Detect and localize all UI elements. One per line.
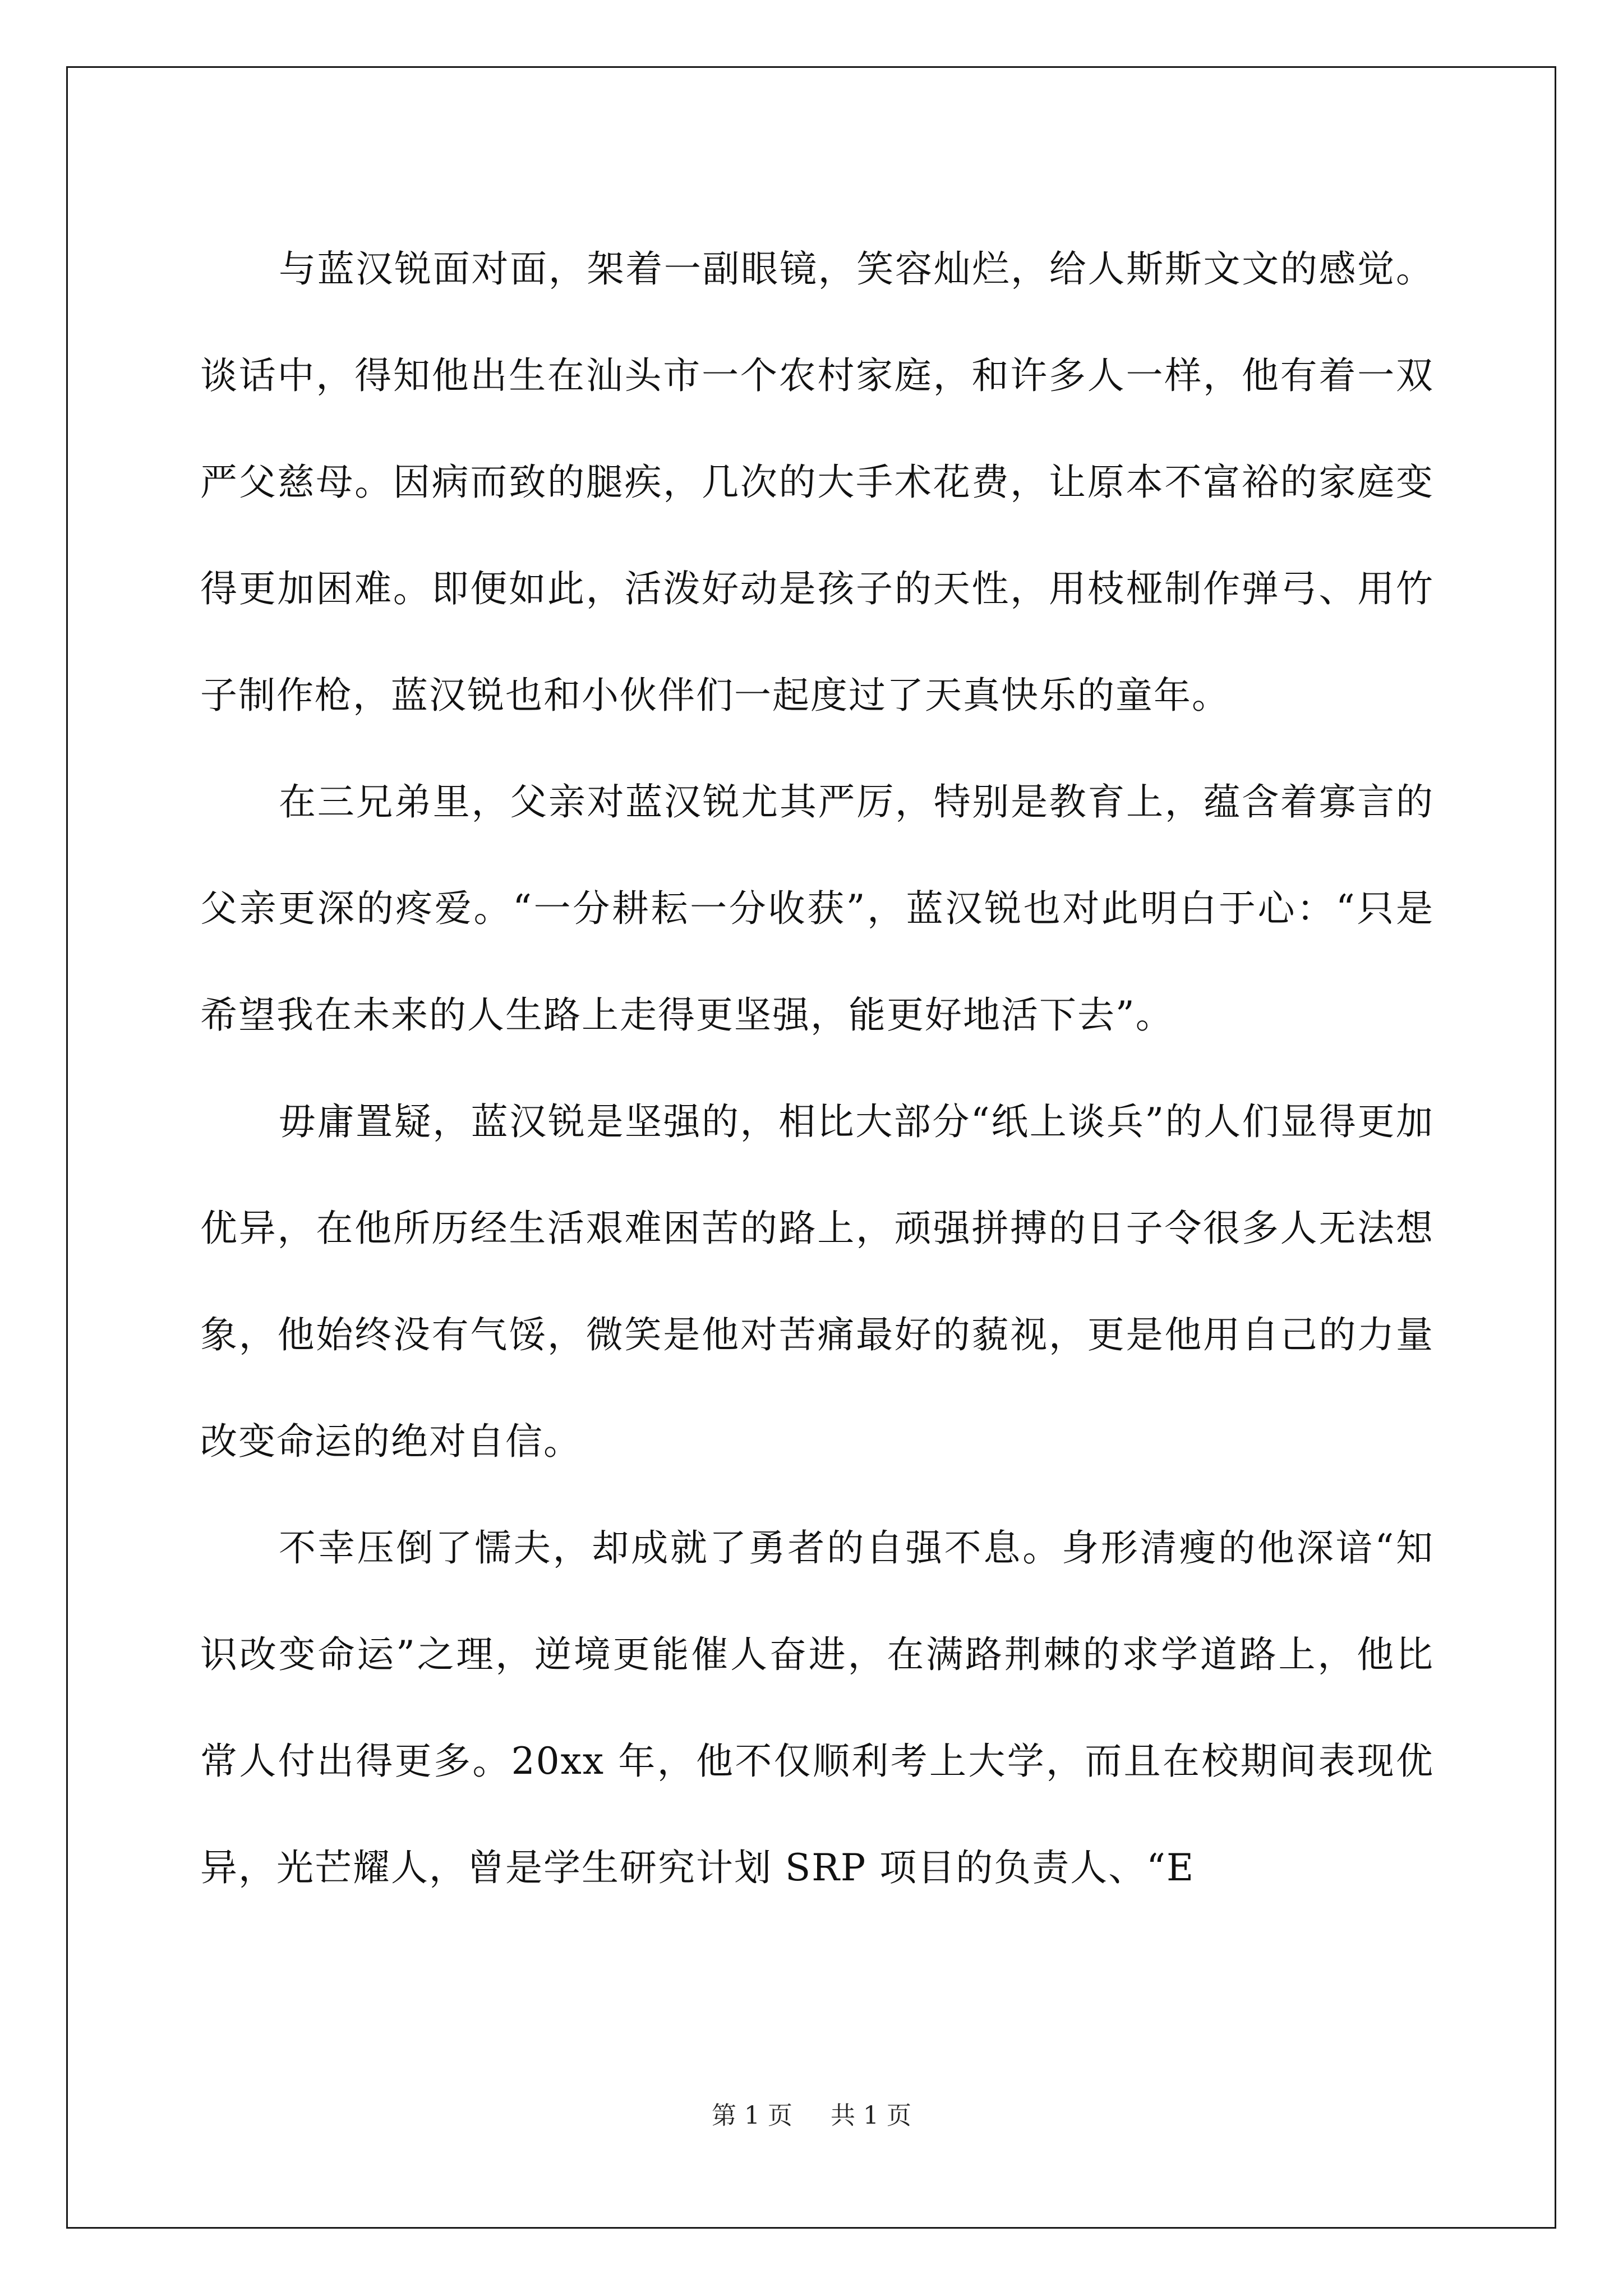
page-number: 第 1 页 bbox=[712, 2101, 792, 2130]
paragraph-3: 毋庸置疑，蓝汉锐是坚强的，相比大部分“纸上谈兵”的人们显得更加优异，在他所历经生活艰难困苦的路上，顽强拼搏的日子令很多人无法想象，他始终没有气馁，微笑是他对苦痛最好的藐视，更是他用自己的力量改变命运的绝对自信。 bbox=[200, 1100, 1434, 1463]
document-body bbox=[200, 216, 1434, 1921]
paragraph-4: 不幸压倒了懦夫，却成就了勇者的自强不息。身形清瘦的他深谙“知识改变命运”之理，逆境更能催人奋进，在满路荆棘的求学道路上，他比常人付出得更多。20xx 年，他不仅顺利考上大学，而且在校期间表现优异，光芒耀人，曾是学生研究计划 SRP 项目的负责人、“E bbox=[200, 1526, 1434, 1889]
page-footer bbox=[0, 2095, 1623, 2131]
paragraph-1: 与蓝汉锐面对面，架着一副眼镜，笑容灿烂，给人斯斯文文的感觉。谈话中，得知他出生在汕头市一个农村家庭，和许多人一样，他有着一双严父慈母。因病而致的腿疾，几次的大手术花费，让原本不富裕的家庭变得更加困难。即便如此，活泼好动是孩子的天性，用枝桠制作弹弓、用竹子制作枪，蓝汉锐也和小伙伴们一起度过了天真快乐的童年。 bbox=[200, 247, 1434, 717]
page-total: 共 1 页 bbox=[831, 2101, 911, 2130]
paragraph-2: 在三兄弟里，父亲对蓝汉锐尤其严厉，特别是教育上，蕴含着寡言的父亲更深的疼爱。“一分耕耘一分收获”，蓝汉锐也对此明白于心：“只是希望我在未来的人生路上走得更坚强，能更好地活下去”。 bbox=[200, 780, 1434, 1037]
